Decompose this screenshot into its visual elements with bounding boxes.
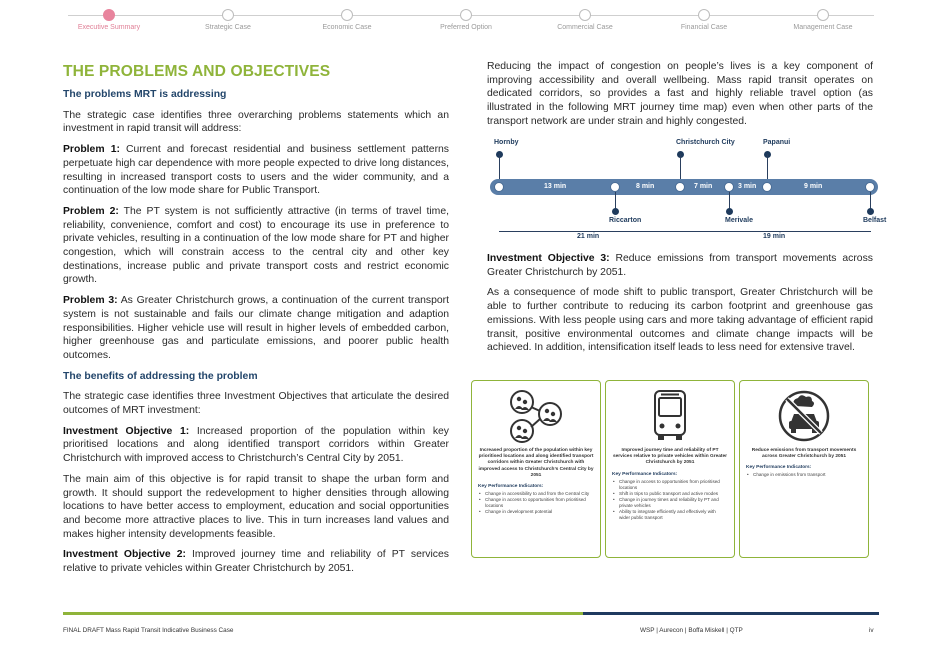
station-marker — [612, 208, 619, 215]
step-label: Commercial Case — [557, 24, 613, 31]
kpi-item: • Change in journey times and reliability by PT and private vehicles — [612, 497, 728, 509]
footer-rule-green — [63, 612, 583, 615]
objective-card-2 — [605, 380, 735, 558]
objective-3-text: Reduce emissions from transport movements across Greater Christchurch by 2051. — [487, 253, 873, 278]
station-label-christchurch-city: Christchurch City — [676, 139, 735, 146]
route-node — [724, 182, 734, 192]
page-title: THE PROBLEMS AND OBJECTIVES — [63, 63, 331, 80]
station-label-hornby: Hornby — [494, 139, 519, 146]
station-label-papanui: Papanui — [763, 139, 791, 146]
station-label-riccarton: Riccarton — [609, 217, 642, 224]
card-caption: Improved journey time and reliability of PT services relative to private vehicles within Greater Christchurch by 2051 — [612, 448, 728, 466]
kpi-list — [612, 479, 728, 521]
step-financial-case[interactable] — [649, 8, 759, 31]
objective-card-1 — [471, 380, 601, 558]
footer-document-title: FINAL DRAFT Mass Rapid Transit Indicative Business Case — [63, 627, 234, 634]
problem-3 — [63, 294, 449, 363]
total-dimension-line — [499, 231, 680, 232]
route-node — [494, 182, 504, 192]
kpi-item: • Change in access to opportunities from prioritised locations — [612, 479, 728, 491]
objective-1-label: Investment Objective 1: — [63, 425, 190, 437]
station-marker — [726, 208, 733, 215]
kpi-title: Key Performance Indicators: — [612, 471, 678, 477]
problem-3-text: As Greater Christchurch grows, a continuation of the current transport system is not sustainable and fails our climate change mitigation and adaption responsibilities. Higher vehicle use will result in higher levels of embedded carbon, higher greenhouse gas and particulate emissions, and poorer public health outcomes. — [63, 295, 449, 361]
step-economic-case[interactable] — [292, 8, 402, 31]
kpi-item: • Shift in trips to public transport and active modes — [612, 491, 728, 497]
kpi-item: • Change in emissions from transport — [746, 472, 862, 478]
step-dot — [579, 9, 591, 21]
bus-front-icon — [650, 388, 690, 444]
kpi-item: • Change in accessibility to and from the Central City — [478, 491, 594, 497]
station-connector — [767, 154, 768, 182]
objective-3-label: Investment Objective 3: — [487, 253, 610, 264]
step-dot — [698, 9, 710, 21]
objective-1-aim: The main aim of this objective is for rapid transit to shape the urban form and growth. It should support the redevelopment to higher densities through allowing locations to have better access to employment, education and social opportunities and become more attractive places to live. This in turn increases land values and makes higher intensity developments feasible. — [63, 473, 449, 540]
step-label: Executive Summary — [77, 24, 141, 31]
step-preferred-option[interactable] — [411, 8, 521, 31]
people-network-icon — [505, 388, 567, 444]
station-label-merivale: Merivale — [725, 217, 754, 224]
route-node — [675, 182, 685, 192]
step-label: Preferred Option — [440, 24, 492, 31]
kpi-list — [746, 472, 862, 478]
station-marker — [867, 208, 874, 215]
step-executive-summary[interactable] — [54, 8, 164, 31]
total-time-north: 19 min — [763, 233, 786, 240]
step-dot — [817, 9, 829, 21]
station-label-belfast: Belfast — [863, 217, 887, 224]
problem-2-label: Problem 2: — [63, 205, 119, 217]
route-node — [762, 182, 772, 192]
station-connector — [615, 192, 616, 209]
left-column — [63, 62, 449, 583]
segment-time: 7 min — [694, 183, 713, 190]
segment-time: 8 min — [636, 183, 655, 190]
kpi-item: • Ability to integrate efficiently and effectively with wider public transport — [612, 509, 728, 521]
no-car-emissions-icon — [776, 388, 832, 444]
intro-paragraph: The strategic case identifies three overarching problems statements which an investment in rapid transit will address: — [63, 109, 449, 135]
card-caption: Increased proportion of the population within key prioritised locations and along identified transport corridors within Greater Christchurch with improved access to Christchurch’s Central City by 2051 — [478, 448, 594, 478]
station-connector — [729, 192, 730, 209]
station-connector — [499, 154, 500, 182]
objective-cards — [471, 380, 869, 558]
kpi-item: • Change in development potential — [478, 509, 594, 515]
objective-1-text: Increased proportion of the population within key prioritised locations and along identified transport corridors within Greater Christchurch with improved access to Christchurch’s Central City by 2051. — [63, 425, 449, 465]
subheading-benefits: The benefits of addressing the problem — [63, 370, 258, 382]
route-node — [610, 182, 620, 192]
objective-2-label: Investment Objective 2: — [63, 549, 186, 561]
card-caption: Reduce emissions from transport movements across Greater Christchurch by 2051 — [751, 448, 857, 460]
total-time-west: 21 min — [577, 233, 600, 240]
step-dot — [460, 9, 472, 21]
step-dot — [222, 9, 234, 21]
footer-page-number: iv — [869, 627, 874, 634]
right-column-lower — [487, 252, 873, 362]
problem-3-label: Problem 3: — [63, 295, 118, 307]
segment-time: 13 min — [544, 183, 567, 190]
problem-2-text: The PT system is not sufficiently attractive (in terms of travel time, reliability, convenience, comfort and cost) to encourage its use in preference to private vehicles, resulting in a continuation of the low mode share for PT and higher congestion, which will constrain access to the central city and other key destinations, increase public and private transport costs and restrict economic growth. — [63, 205, 449, 286]
problem-1-label: Problem 1: — [63, 144, 120, 156]
segment-time: 9 min — [804, 183, 823, 190]
total-dimension-line — [680, 231, 871, 232]
objective-3 — [487, 252, 873, 279]
right-column — [487, 60, 873, 136]
step-commercial-case[interactable] — [530, 8, 640, 31]
station-connector — [870, 192, 871, 209]
subheading-problems: The problems MRT is addressing — [63, 89, 227, 100]
step-management-case[interactable] — [768, 8, 878, 31]
section-progress-nav — [62, 8, 880, 38]
route-node — [865, 182, 875, 192]
kpi-item: • Change in access to opportunities from prioritised locations — [478, 497, 594, 509]
step-label: Economic Case — [322, 24, 372, 31]
objective-2 — [63, 548, 449, 575]
kpi-list — [478, 491, 594, 515]
mode-shift-paragraph: As a consequence of mode shift to public transport, Greater Christchurch will be able to further contribute to reducing its carbon footprint and greenhouse gas emissions. With less people using cars and more taking advantage of efficient rapid transit, positive environmental outcomes and climate change impacts will be achieved. In addition, intensification itself leads to less need for extensive travel. — [487, 287, 873, 354]
footer-authors: WSP | Aurecon | Boffa Miskell | QTP — [640, 627, 743, 634]
problem-1 — [63, 143, 449, 198]
problem-1-text: Current and forecast residential and business settlement patterns perpetuate high car dependence with more people expected to drive long distances, resulting in increased transport costs to users and the wider community, and a continuation of the low mode share for Public Transport. — [63, 144, 449, 197]
step-dot — [103, 9, 115, 21]
segment-time: 3 min — [738, 183, 757, 190]
problem-2 — [63, 205, 449, 287]
objective-card-3 — [739, 380, 869, 558]
mrt-journey-time-map — [487, 136, 891, 246]
step-label: Management Case — [793, 24, 853, 31]
step-dot — [341, 9, 353, 21]
objective-2-text: Improved journey time and reliability of PT services relative to private vehicles within Greater Christchurch by 2051. — [63, 549, 449, 575]
step-label: Strategic Case — [205, 24, 251, 31]
kpi-title: Key Performance Indicators: — [746, 465, 812, 471]
step-label: Financial Case — [680, 24, 728, 31]
congestion-paragraph: Reducing the impact of congestion on people’s lives is a key component of improving accessibility and overall wellbeing. Mass rapid transit operates on dedicated corridors, so provides a fast and highly reliable travel option (as illustrated in the following MRT journey time map) even when other parts of the transport network are under strain and highly congested. — [487, 61, 873, 127]
intro-objectives: The strategic case identifies three Investment Objectives that articulate the desired outcomes of MRT investment: — [63, 391, 449, 417]
objective-1 — [63, 425, 449, 466]
step-strategic-case[interactable] — [173, 8, 283, 31]
kpi-title: Key Performance Indicators: — [478, 484, 544, 490]
station-connector — [680, 154, 681, 182]
